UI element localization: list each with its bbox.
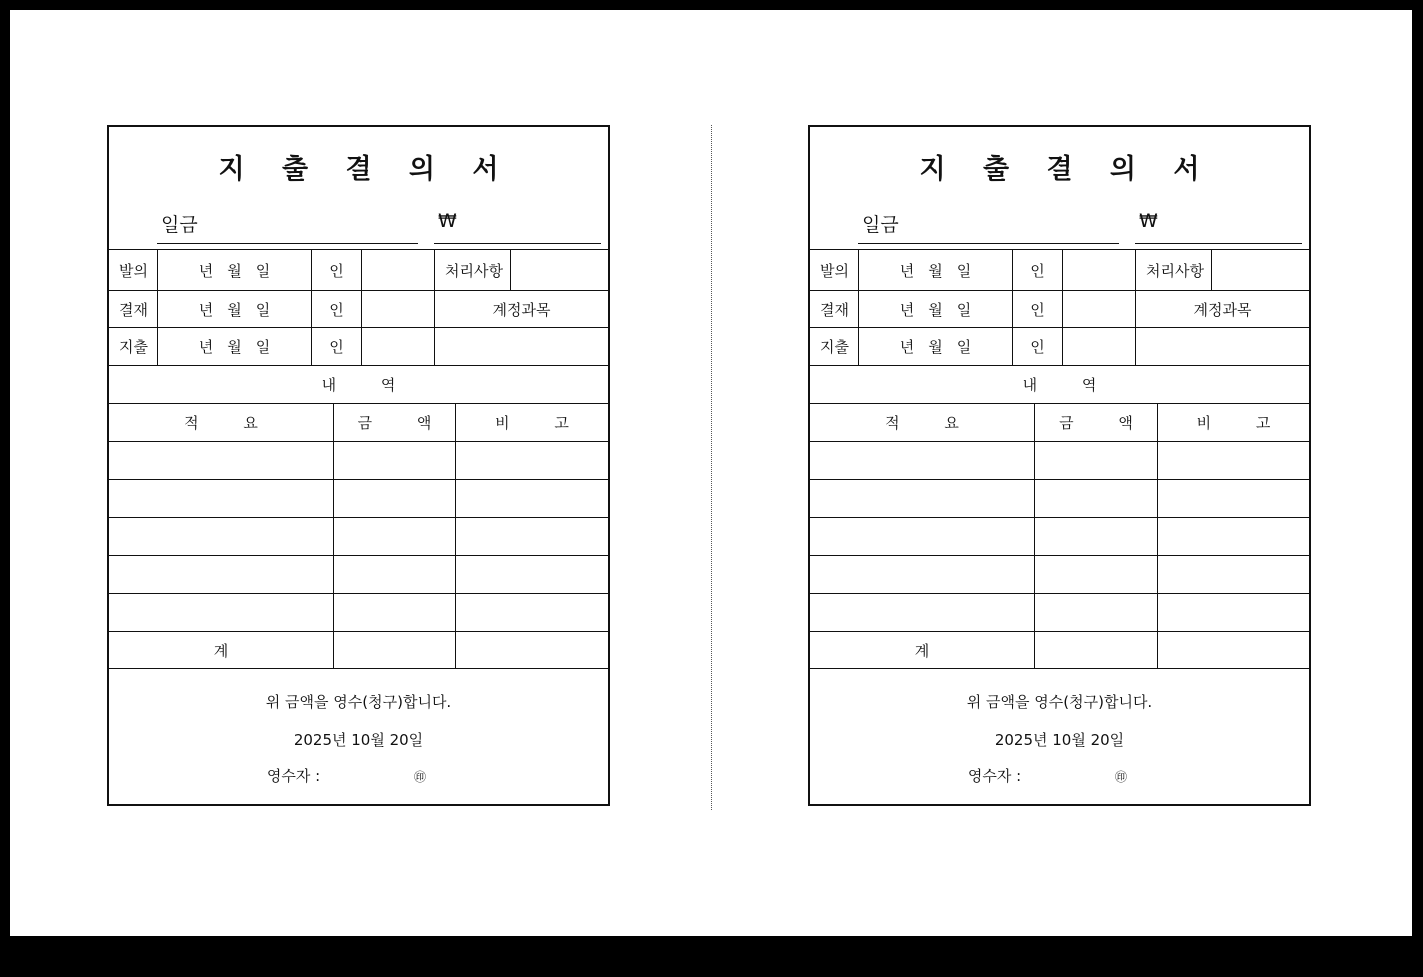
row-label-gyeoljae: 결재 xyxy=(810,290,859,327)
seal-box[interactable] xyxy=(1063,327,1136,365)
date-cell: 년 월 일 xyxy=(859,327,1013,365)
seal-label: 인 xyxy=(312,249,362,290)
seal-box[interactable] xyxy=(1063,249,1136,290)
cut-line xyxy=(711,125,712,810)
col-amount: 금 액 xyxy=(334,403,456,441)
seal-box[interactable] xyxy=(1063,290,1136,327)
summary-cell[interactable] xyxy=(810,593,1035,631)
account-label: 계정과목 xyxy=(435,290,608,327)
summary-cell[interactable] xyxy=(109,555,334,593)
date-cell: 년 월 일 xyxy=(158,327,312,365)
summary-cell[interactable] xyxy=(109,441,334,479)
date-cell: 년 월 일 xyxy=(859,249,1013,290)
col-summary: 적 요 xyxy=(810,403,1035,441)
seal-label: 인 xyxy=(1013,327,1063,365)
seal-box[interactable] xyxy=(362,327,435,365)
won-symbol: ₩ xyxy=(1139,210,1158,232)
seal-label: 인 xyxy=(312,290,362,327)
processing-box[interactable] xyxy=(511,249,608,290)
summary-cell[interactable] xyxy=(810,441,1035,479)
seal-box[interactable] xyxy=(362,249,435,290)
date-cell: 년 월 일 xyxy=(158,290,312,327)
form-title: 지 출 결 의 서 xyxy=(919,154,1214,185)
processing-label: 처리사항 xyxy=(1136,249,1212,290)
won-field xyxy=(1135,210,1302,244)
col-amount: 금 액 xyxy=(1035,403,1158,441)
row-label-jichul: 지출 xyxy=(810,327,859,365)
details-header: 내 역 xyxy=(810,365,1309,403)
note-cell[interactable] xyxy=(1158,441,1309,479)
seal-mark-icon: ㊞ xyxy=(1115,770,1128,784)
total-note-cell[interactable] xyxy=(456,631,608,668)
amount-field xyxy=(858,210,1119,244)
account-label: 계정과목 xyxy=(1136,290,1309,327)
col-note: 비 고 xyxy=(1158,403,1309,441)
col-note: 비 고 xyxy=(456,403,608,441)
note-cell[interactable] xyxy=(1158,479,1309,517)
seal-box[interactable] xyxy=(362,290,435,327)
won-field xyxy=(434,210,601,244)
amount-cell[interactable] xyxy=(334,517,456,555)
seal-label: 인 xyxy=(312,327,362,365)
receipt-date: 2025년 10월 20일 xyxy=(994,731,1125,749)
summary-cell[interactable] xyxy=(109,479,334,517)
summary-cell[interactable] xyxy=(109,517,334,555)
row-label-balui: 발의 xyxy=(810,249,859,290)
note-cell[interactable] xyxy=(1158,517,1309,555)
note-cell[interactable] xyxy=(456,479,608,517)
note-cell[interactable] xyxy=(456,593,608,631)
summary-cell[interactable] xyxy=(810,479,1035,517)
row-label-balui: 발의 xyxy=(109,249,158,290)
summary-cell[interactable] xyxy=(810,517,1035,555)
receiver-label: 영수자 : xyxy=(266,767,321,785)
processing-label: 처리사항 xyxy=(435,249,511,290)
row-label-gyeoljae: 결재 xyxy=(109,290,158,327)
processing-box[interactable] xyxy=(1212,249,1309,290)
expense-form-right xyxy=(808,125,1311,806)
amount-cell[interactable] xyxy=(1035,517,1158,555)
won-symbol: ₩ xyxy=(438,210,457,232)
summary-cell[interactable] xyxy=(109,593,334,631)
col-summary: 적 요 xyxy=(109,403,334,441)
receipt-text: 위 금액을 영수(청구)합니다. xyxy=(966,693,1153,711)
amount-label: 일금 xyxy=(862,214,899,236)
amount-field xyxy=(157,210,418,244)
amount-label: 일금 xyxy=(161,214,198,236)
amount-cell[interactable] xyxy=(334,479,456,517)
note-cell[interactable] xyxy=(1158,593,1309,631)
seal-mark-icon: ㊞ xyxy=(414,770,427,784)
form-title: 지 출 결 의 서 xyxy=(218,154,513,185)
note-cell[interactable] xyxy=(1158,555,1309,593)
amount-cell[interactable] xyxy=(1035,441,1158,479)
row-label-jichul: 지출 xyxy=(109,327,158,365)
total-label: 계 xyxy=(109,631,334,668)
total-note-cell[interactable] xyxy=(1158,631,1309,668)
seal-label: 인 xyxy=(1013,249,1063,290)
note-cell[interactable] xyxy=(456,555,608,593)
date-cell: 년 월 일 xyxy=(859,290,1013,327)
amount-cell[interactable] xyxy=(334,441,456,479)
amount-cell[interactable] xyxy=(334,555,456,593)
account-box[interactable] xyxy=(435,327,608,365)
receipt-date: 2025년 10월 20일 xyxy=(293,731,424,749)
summary-cell[interactable] xyxy=(810,555,1035,593)
note-cell[interactable] xyxy=(456,517,608,555)
amount-cell[interactable] xyxy=(334,593,456,631)
account-box[interactable] xyxy=(1136,327,1309,365)
details-header: 내 역 xyxy=(109,365,608,403)
expense-form-left xyxy=(107,125,610,806)
amount-cell[interactable] xyxy=(1035,555,1158,593)
seal-label: 인 xyxy=(1013,290,1063,327)
document-page xyxy=(10,10,1412,936)
date-cell: 년 월 일 xyxy=(158,249,312,290)
receipt-text: 위 금액을 영수(청구)합니다. xyxy=(265,693,452,711)
total-amount-cell[interactable] xyxy=(334,631,456,668)
amount-cell[interactable] xyxy=(1035,593,1158,631)
amount-cell[interactable] xyxy=(1035,479,1158,517)
note-cell[interactable] xyxy=(456,441,608,479)
receiver-label: 영수자 : xyxy=(967,767,1022,785)
total-label: 계 xyxy=(810,631,1035,668)
total-amount-cell[interactable] xyxy=(1035,631,1158,668)
